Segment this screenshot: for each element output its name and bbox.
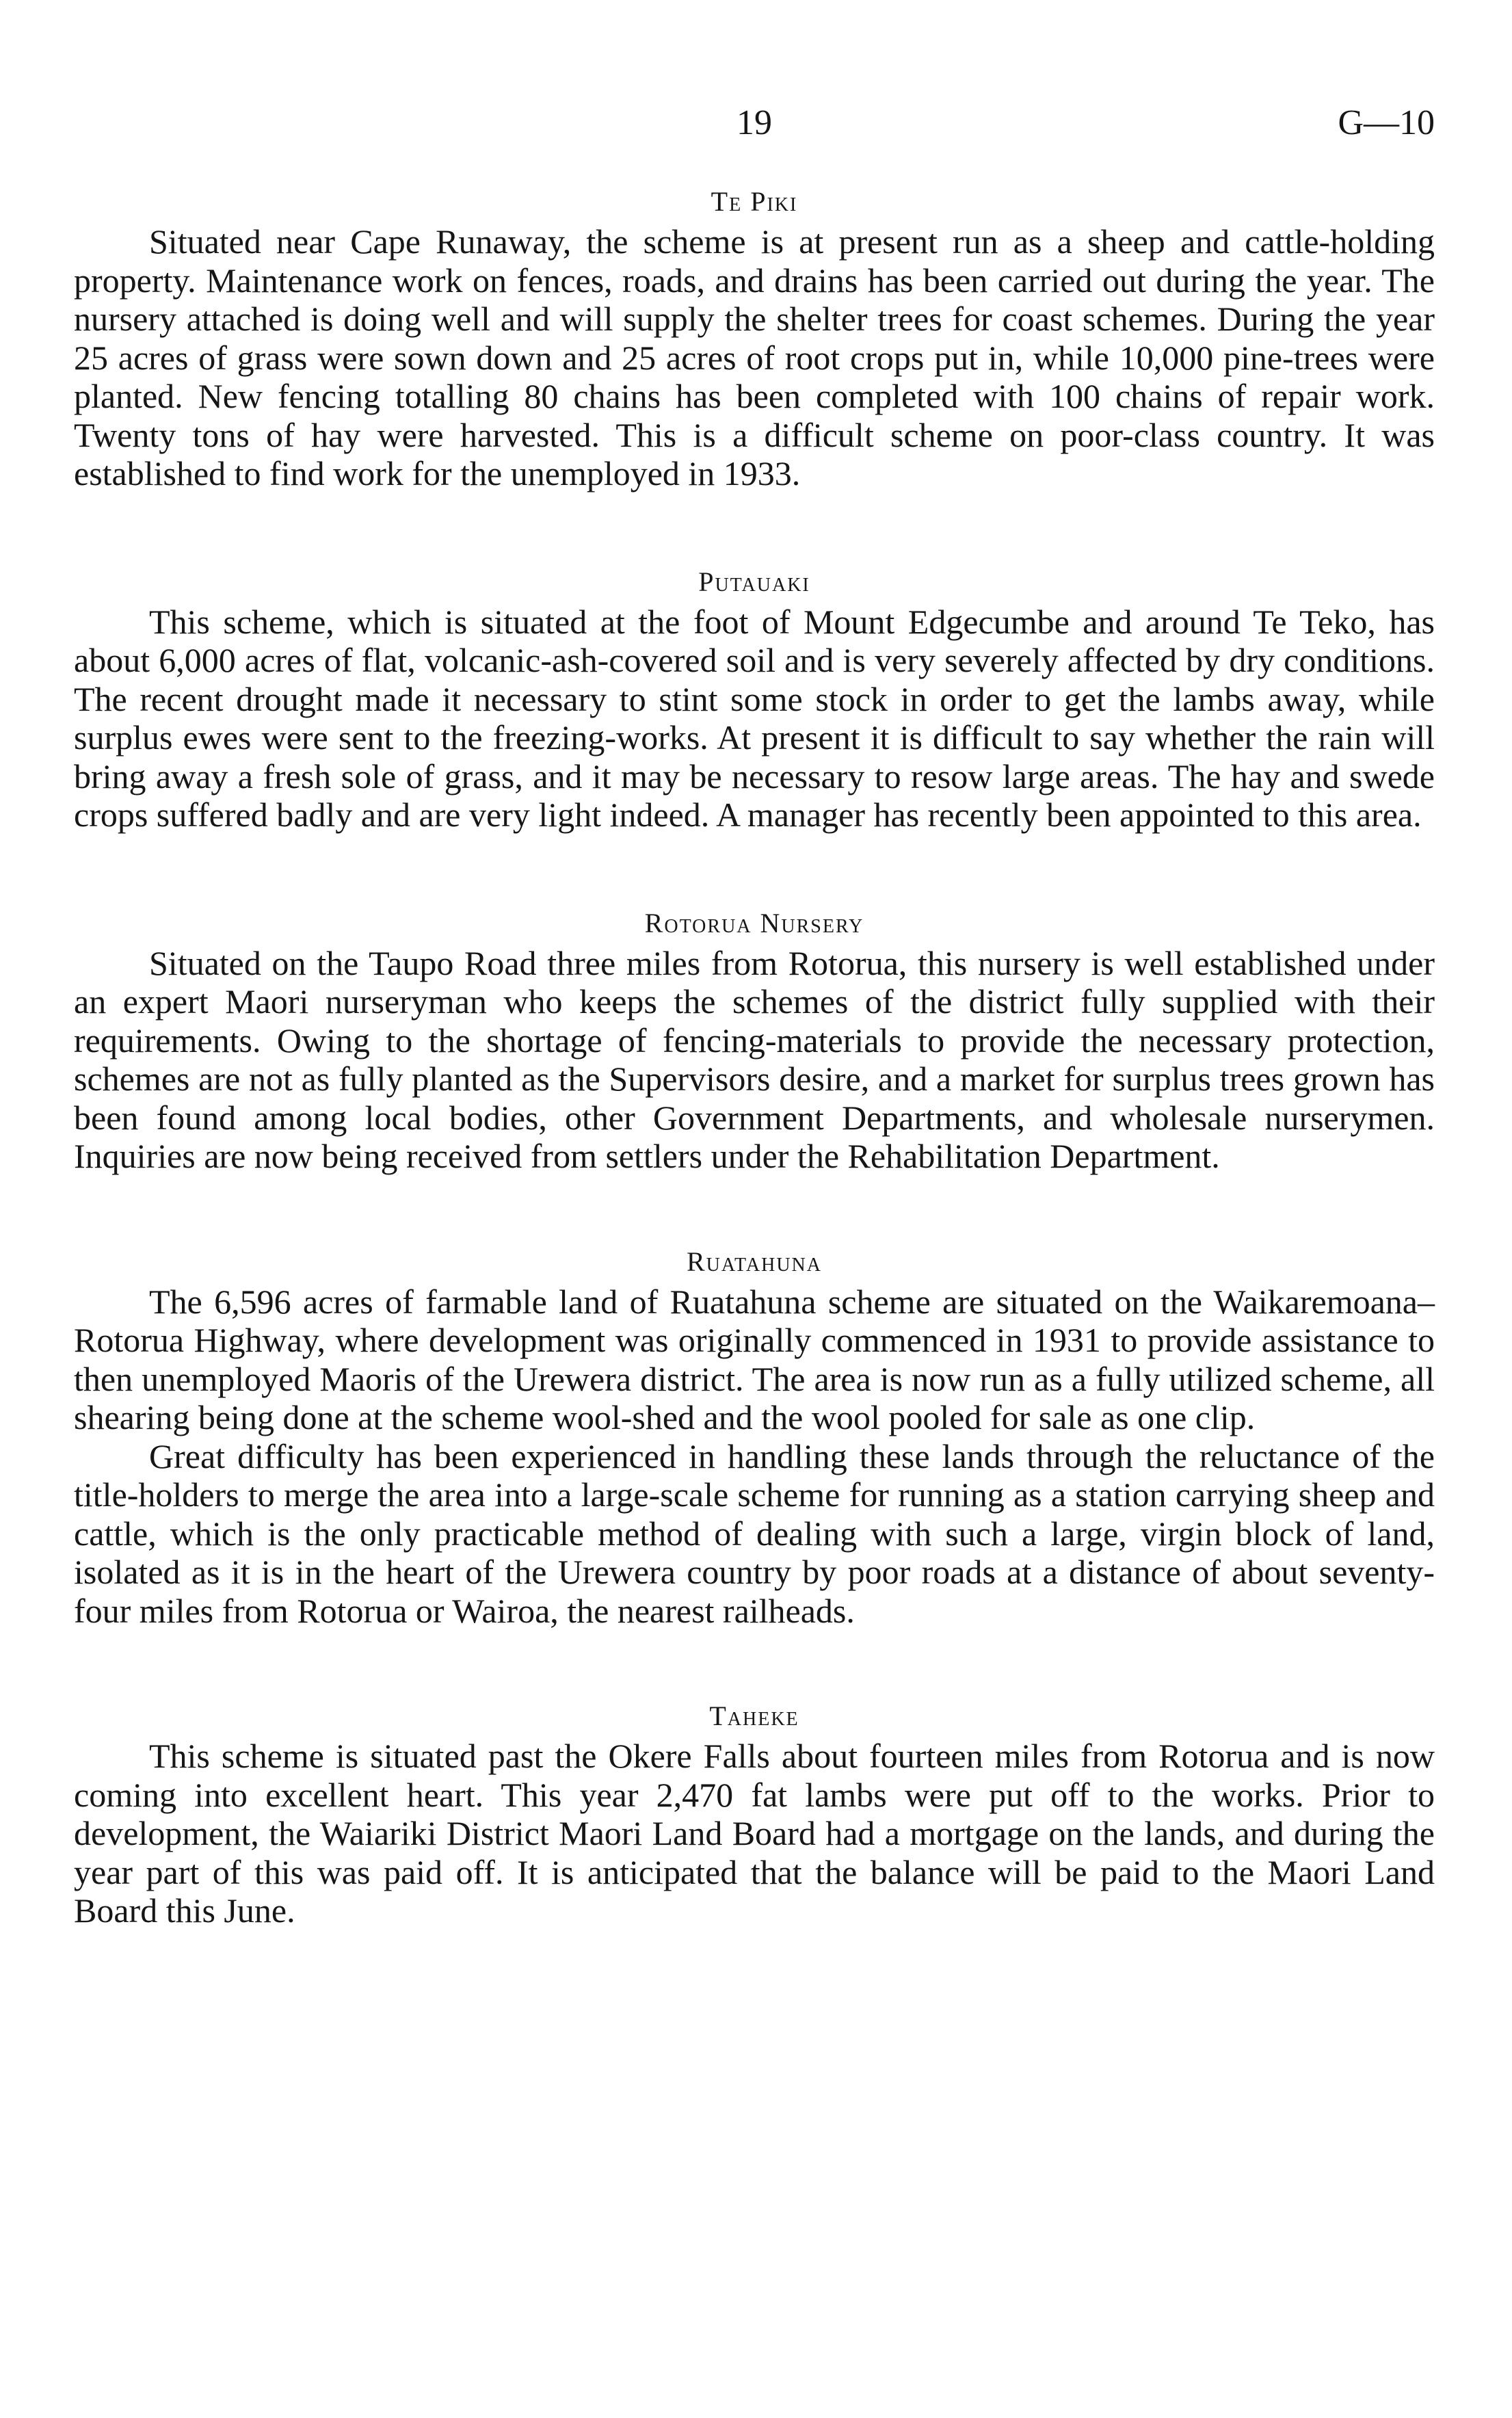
section-paragraph: This scheme is situated past the Okere Falls about fourteen miles from Rotorua and is now coming into excellent heart. This year 2,470 fat lambs were put off to the works. Prior to development, the Waiariki District Maori Land Board had a mortgage on the lands, and during the year part of this was paid off. It is anticipated that the balance will be paid to the Maori Land Board this June.: [74, 1737, 1435, 1930]
section-te-piki: [74, 181, 1435, 493]
section-heading: Rotorua Nursery: [644, 907, 864, 938]
section-heading: Taheke: [709, 1700, 799, 1731]
section-rotorua-nursery: [74, 903, 1435, 1176]
section-taheke: [74, 1696, 1435, 1930]
section-paragraph: Situated near Cape Runaway, the scheme is at present run as a sheep and cattle-holding property. Maintenance work on fences, roads, and drains has been carried out during the year. The nursery attached is doing well and will supply the shelter trees for coast schemes. During the year 25 acres of grass were sown down and 25 acres of root crops put in, while 10,000 pine-trees were planted. New fencing totalling 80 chains has been completed with 100 chains of repair work. Twenty tons of hay were harvested. This is a difficult scheme on poor-class country. It was established to find work for the unemployed in 1933.: [74, 222, 1435, 492]
page-header: [74, 103, 1435, 157]
document-body: [74, 181, 1435, 1930]
section-paragraph: Great difficulty has been experienced in handling these lands through the reluctance of the title-holders to merge the area into a large-scale scheme for running as a station carrying sheep and cattle, which is the only practicable method of dealing with such a large, virgin block of land, isolated as it is in the heart of the Urewera country by poor roads at a distance of about seventy-four miles from Rotorua or Wairoa, the nearest railheads.: [74, 1436, 1435, 1630]
section-heading: Ruatahuna: [687, 1246, 822, 1277]
section-heading: Putauaki: [698, 566, 810, 597]
section-paragraph: Situated on the Taupo Road three miles from Rotorua, this nursery is well established under an expert Maori nurseryman who keeps the schemes of the district fully supplied with their requirements. Owing to the shortage of fencing-materials to provide the necessary protection, schemes are not as fully planted as the Supervisors desire, and a market for surplus trees grown has been found among local bodies, other Government Departments, and wholesale nurserymen. Inquiries are now being received from settlers under the Rehabilitation Department.: [74, 943, 1435, 1175]
section-paragraph: The 6,596 acres of farmable land of Ruatahuna scheme are situated on the Waikaremoana–Rotorua Highway, where development was originally commenced in 1931 to provide assistance to then unemployed Maoris of the Urewera district. The area is now run as a fully utilized scheme, all shearing being done at the scheme wool-shed and the wool pooled for sale as one clip.: [74, 1282, 1435, 1436]
document-reference: G—10: [1338, 103, 1435, 142]
section-heading: Te Piki: [711, 186, 798, 217]
section-putauaki: [74, 562, 1435, 835]
section-paragraph: This scheme, which is situated at the foot of Mount Edgecumbe and around Te Teko, has about 6,000 acres of flat, volcanic-ash-covered soil and is very severely affected by dry conditions. The recent drought made it necessary to stint some stock in order to get the lambs away, while surplus ewes were sent to the freezing-works. At present it is difficult to say whether the rain will bring away a fresh sole of grass, and it may be necessary to resow large areas. The hay and swede crops suffered badly and are very light indeed. A manager has recently been appointed to this area.: [74, 602, 1435, 834]
section-ruatahuna: [74, 1241, 1435, 1631]
page-number: 19: [737, 103, 772, 142]
